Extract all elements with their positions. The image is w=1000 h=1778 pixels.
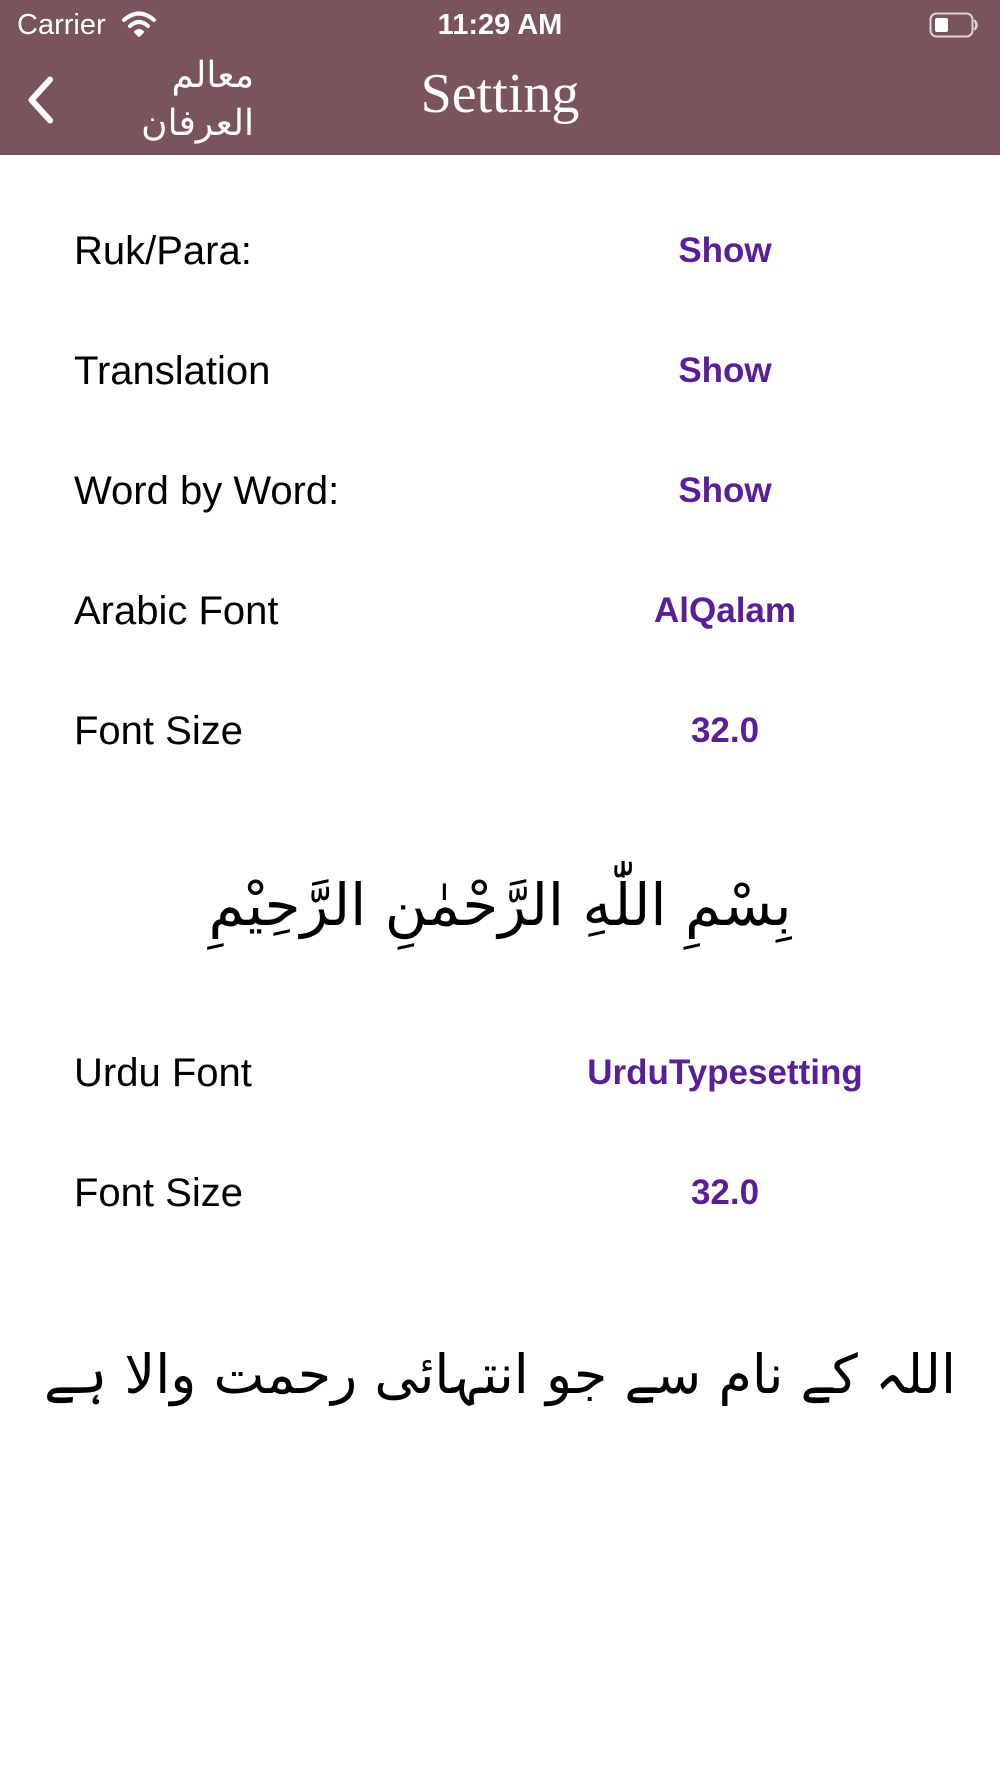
ruk-para-toggle-button[interactable]: Show (545, 221, 905, 281)
setting-row-word-by-word (0, 461, 1000, 521)
urdu-font-picker-button[interactable]: UrduTypesetting (545, 1043, 905, 1103)
status-bar (0, 0, 1000, 50)
setting-label-arabic-font-size: Font Size (74, 709, 243, 753)
word-by-word-toggle-button[interactable]: Show (545, 461, 905, 521)
setting-label-urdu-font: Urdu Font (74, 1051, 252, 1095)
setting-row-ruk-para (0, 221, 1000, 281)
setting-label-ruk-para: Ruk/Para: (74, 229, 252, 273)
setting-row-urdu-font (0, 1043, 1000, 1103)
setting-label-urdu-font-size: Font Size (74, 1171, 243, 1215)
setting-label-arabic-font: Arabic Font (74, 589, 279, 633)
urdu-font-size-button[interactable]: 32.0 (545, 1163, 905, 1223)
page-title: Setting (420, 63, 580, 125)
arabic-font-preview: بِسْمِ اللّٰهِ الرَّحْمٰنِ الرَّحِيْمِ (208, 871, 792, 939)
navigation-header (0, 0, 1000, 155)
battery-icon (929, 12, 979, 38)
back-button-label: معالم العرفان (141, 55, 254, 144)
urdu-font-preview: اللہ کے نام سے جو انتہائی رحمت والا ہے (43, 1343, 957, 1406)
setting-row-urdu-font-size (0, 1163, 1000, 1223)
setting-label-translation: Translation (74, 349, 271, 393)
status-time: 11:29 AM (437, 9, 563, 41)
arabic-font-picker-button[interactable]: AlQalam (545, 581, 905, 641)
carrier-label: Carrier (17, 9, 106, 41)
setting-row-translation (0, 341, 1000, 401)
setting-row-arabic-font-size (0, 701, 1000, 761)
translation-toggle-button[interactable]: Show (545, 341, 905, 401)
arabic-font-size-button[interactable]: 32.0 (545, 701, 905, 761)
setting-row-arabic-font (0, 581, 1000, 641)
setting-label-word-by-word: Word by Word: (74, 469, 340, 513)
